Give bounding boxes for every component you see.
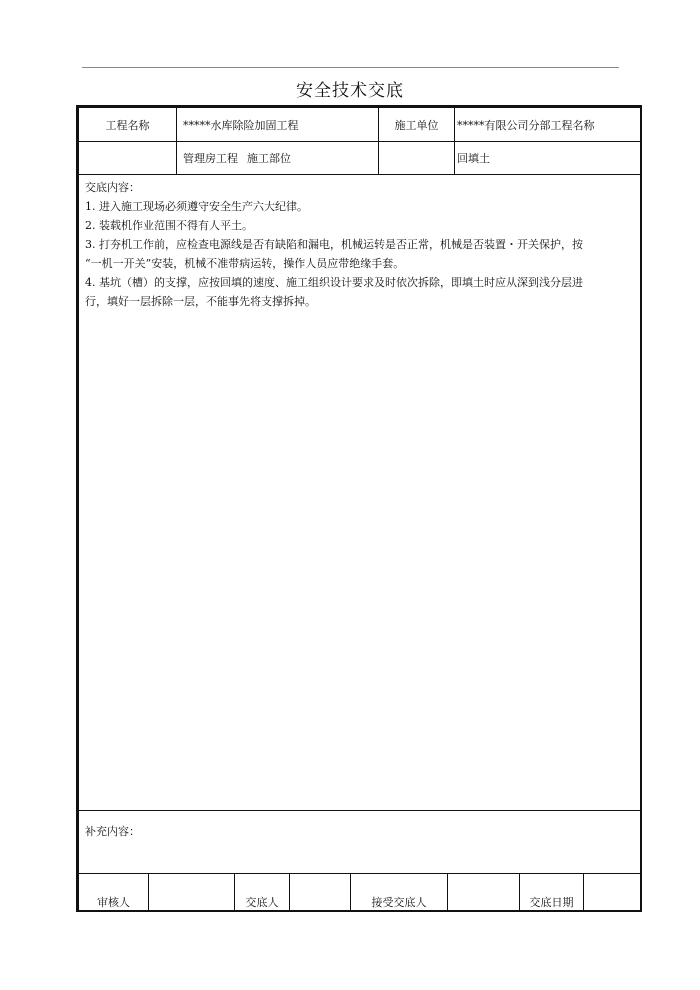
content-line: 行，填好一层拆除一层，不能事先将支撑拆掉。 [85, 295, 316, 308]
receiver-signature [448, 874, 520, 912]
content-line: 1. 进入施工现场必须遵守安全生产六大纪律。 [85, 200, 308, 213]
content-line: 3. 打夯机工作前，应检查电源线是否有缺陷和漏电，机械运转是否正常，机械是否装置・开关保护，按 [85, 238, 583, 251]
construction-unit-value: *****有限公司分部工程名称 [457, 118, 595, 132]
disclosure-content [79, 175, 640, 811]
content-line: 4. 基坑（槽）的支撑，应按回填的速度、施工组织设计要求及时依次拆除，即填土时应从深到浅分层进 [85, 276, 583, 289]
supplement-heading: 补充内容： [85, 825, 140, 838]
date-value [584, 874, 642, 912]
project-name-label: 工程名称 [79, 108, 177, 141]
project-info-row [79, 108, 640, 142]
document-title: 安全技术交底 [296, 81, 404, 101]
project-name-value: *****水库除险加固工程 [177, 108, 379, 141]
disclosure-form [76, 105, 642, 912]
receiver-label: 接受交底人 [351, 874, 448, 912]
reviewer-label: 审核人 [79, 874, 149, 912]
subproject-value: 管理房工程 [183, 152, 238, 165]
supplement-section [79, 811, 640, 874]
subproject-blank-cell-2 [379, 142, 455, 174]
content-line: “一机一开关”安装，机械不准带病运转，操作人员应带绝缘手套。 [85, 257, 405, 270]
construction-unit-label: 施工单位 [379, 108, 455, 141]
discloser-label: 交底人 [235, 874, 290, 912]
subproject-cell [177, 142, 379, 174]
content-line: 2. 装载机作业范围不得有人平土。 [85, 219, 253, 232]
subproject-blank-cell [79, 142, 177, 174]
reviewer-signature [149, 874, 235, 912]
construction-part-label: 施工部位 [247, 152, 291, 165]
date-label: 交底日期 [520, 874, 584, 912]
content-heading: 交底内容： [85, 181, 140, 194]
subproject-row [79, 142, 640, 175]
header-rule [82, 67, 619, 68]
construction-part-value: 回填土 [457, 152, 490, 165]
signature-row [79, 874, 640, 912]
discloser-signature [290, 874, 351, 912]
